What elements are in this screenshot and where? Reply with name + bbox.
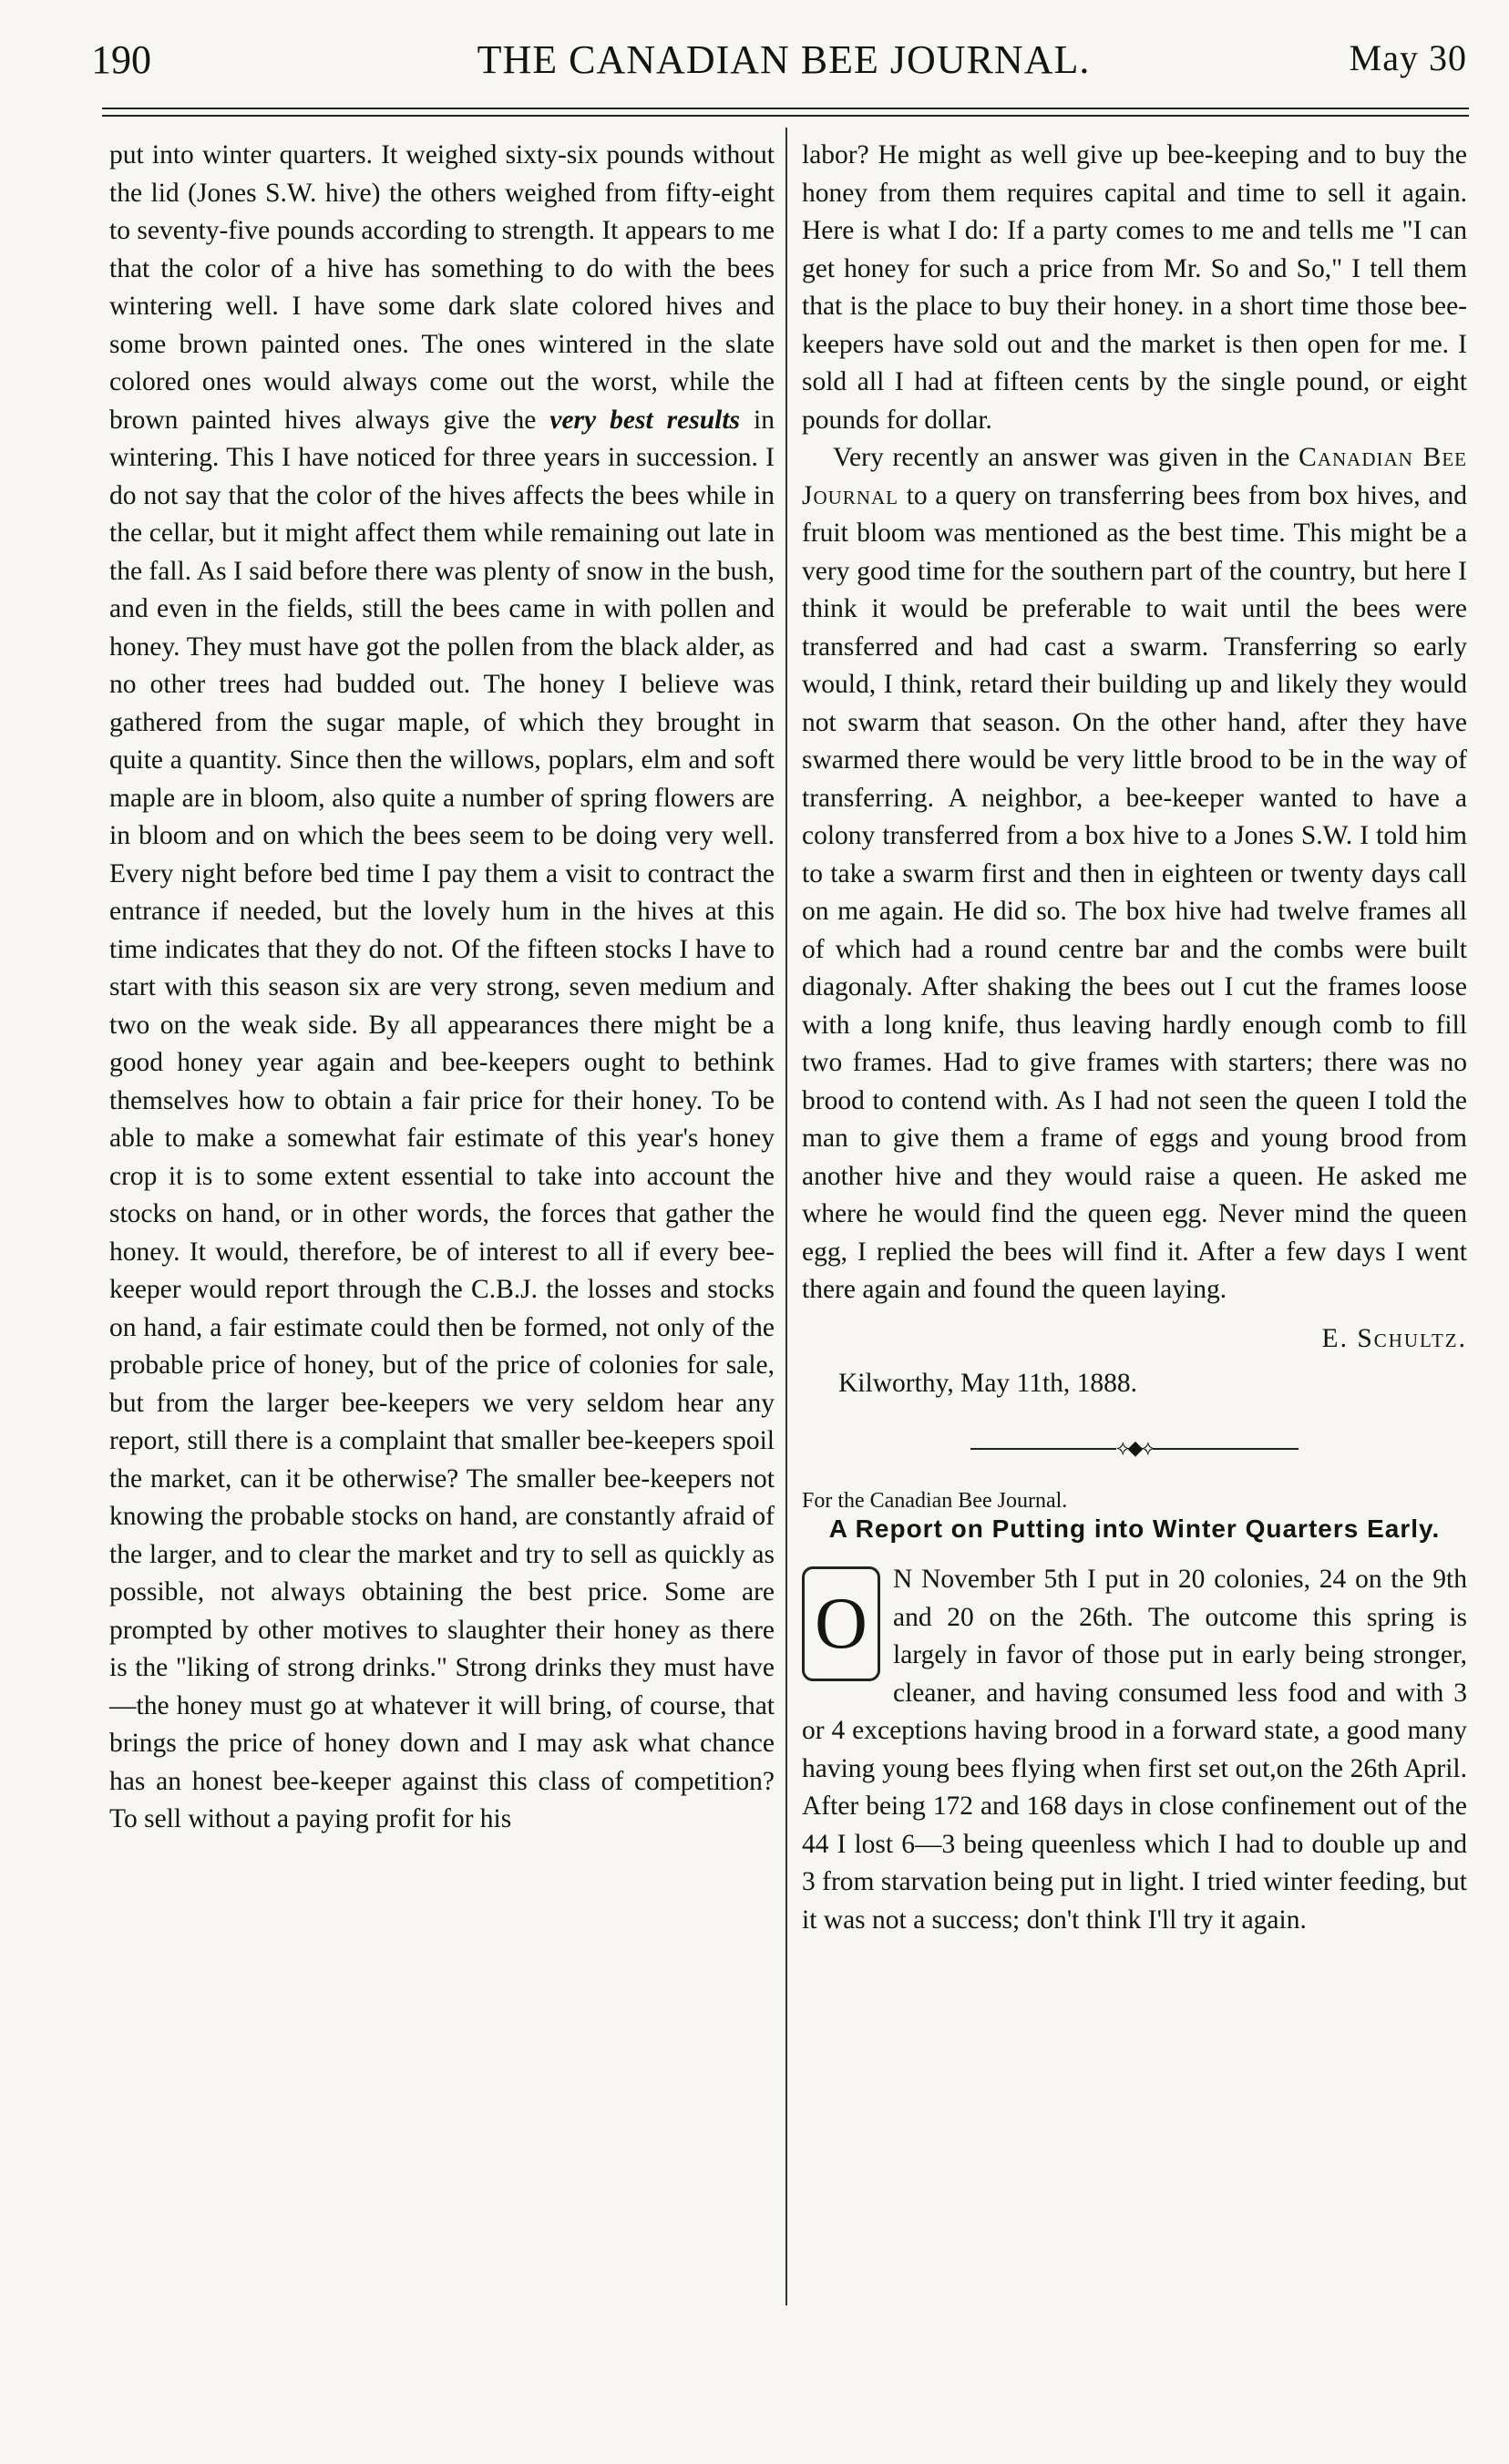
dropcap (802, 1566, 880, 1681)
article-heading: A Report on Putting into Winter Quarters Early. (828, 1514, 1441, 1543)
right-column (802, 137, 1467, 1939)
right-paragraph-2-text-b: to a query on transferring bees from box hives, and fruit bloom was mentioned as the best time. This might be a very good time for the southern part of the country, but here I think it would be preferable to wait until the bees were transferred and had cast a swarm. Transferring so early would, I think, retard their building up and likely they would not swarm that season. On the other hand, after they have swarmed there would be very little brood to be in the way of transferring. A neighbor, a bee-keeper wanted to have a colony transferred from a box hive to a Jones S.W. I told him to take a swarm first and then in eighteen or twenty days call on me again. He did so. The box hive had twelve frames all of which had a round centre bar and the combs were built diagonaly. After shaking the bees out I cut the frames loose with a long knife, thus leaving hardly enough comb to fill two frames. Had to give frames with starters; there was no brood to contend with. As I had not seen the queen I told the man to give them a frame of eggs and young brood from another hive and they would raise a queen. He asked me where he would find the queen egg. Never mind the queen egg, I replied the bees will find it. After a few days I went there again and found the queen laying. (802, 480, 1468, 1304)
emphasis-text: very best results (549, 405, 741, 435)
ornament-line-left (970, 1448, 1116, 1450)
journal-name-inline: Canadian Bee Journal (802, 443, 1467, 510)
place-date: Kilworthy, May 11th, 1888. (838, 1369, 1138, 1398)
journal-title: THE CANADIAN BEE JOURNAL. (477, 37, 1091, 82)
author-signature: E. Schultz. (1321, 1323, 1467, 1353)
dropcap-letter: O (815, 1584, 867, 1664)
page-header (91, 36, 1476, 91)
ornament-line-right (1153, 1448, 1299, 1450)
issue-date: May 30 (1349, 37, 1467, 78)
right-paragraph-1: labor? He might as well give up bee-keeping and to buy the honey from them requires capital and time to sell it again. Here is what I do: If a party comes to me and tells me "I can get honey for such a price from Mr. So and So," I tell them that is the place to buy their honey. in a short time those bee-keepers have sold out and the market is then open for me. I sold all I had at fifteen cents by the single pound, or eight pounds for dollar. (802, 140, 1467, 435)
right-paragraph-2-text-a: Very recently an answer was given in the (833, 443, 1290, 472)
right-paragraph-2 (802, 439, 1467, 1309)
right-paragraph-3: N November 5th I put in 20 colonies, 24 on the 9th and 20 on the 26th. The outcome this spring is largely in favor of those put in early being stronger, cleaner, and having consumed less food and with 3 or 4 exceptions having brood in a forward state, a good many having young bees flying when first set out,on the 26th April. After being 172 and 168 days in close confinement out of the 44 I lost 6—3 being queenless which I had to double up and 3 from starvation being put in light. I tried winter feeding, but it was not a success; don't think I'll try it again. (802, 1565, 1467, 1935)
page-number: 190 (91, 37, 151, 82)
header-rule-bottom (102, 115, 1469, 117)
left-paragraph-text-a: put into winter quarters. It weighed sixty-six pounds without the lid (Jones S.W. hive) the others weighed from fifty-eight to seventy-five pounds according to strength. It appears to me that the color of a hive has something to do with the bees wintering well. I have some dark slate colored hives and some brown painted ones. The ones wintered in the slate colored ones would always come out the worst, while the brown painted hives always give the (109, 140, 775, 435)
left-paragraph-text-b: in wintering. This I have noticed for three years in succession. I do not say that the color of the hives affects the bees while in the cellar, but it might affect them while remaining out late in the fall. As I said before there was plenty of snow in the bush, and even in the fields, still the bees came in with pollen and honey. They must have got the pollen from the black alder, as no other trees had budded out. The honey I believe was gathered from the sugar maple, of which they brought in quite a quantity. Since then the willows, poplars, elm and soft maple are in bloom, also quite a number of spring flowers are in bloom and on which the bees seem to be doing very well. Every night before bed time I pay them a visit to contract the entrance if needed, but the lovely hum in the hives at this time indicates that they do not. Of the fifteen stocks I have to start with this season six are very strong, seven medium and two on the weak side. By all appearances there might be a good honey year again and bee-keepers ought to bethink themselves how to obtain a fair price for their honey. To be able to make a somewhat fair estimate of this year's honey crop it is to some extent essential to take into account the stocks on hand, or in other words, the forces that gather the honey. It would, therefore, be of interest to all if every bee-keeper would report through the C.B.J. the losses and stocks on hand, a fair estimate could then be formed, not only of the probable price of honey, but of the price of colonies for sale, but from the larger bee-keepers we very seldom hear any report, still there is a complaint that smaller bee-keepers spoil the market, can it be otherwise? The smaller bee-keepers not knowing the probable stocks on hand, are constantly afraid of the larger, and to clear the market and try to sell as quickly as possible, not always obtaining the best price. Some are prompted by other motives to slaughter their honey as there is the "liking of strong drinks." Strong drinks they must have—the honey must go at whatever it will bring, of course, that brings the price of honey down and I may ask what chance has an honest bee-keeper against this class of competition? To sell without a paying profit for his (109, 405, 775, 1833)
left-paragraph (109, 137, 775, 1839)
ornament-glyph: ⟡◆⟡ (1115, 1435, 1153, 1459)
left-column (109, 137, 775, 1839)
header-rule-top (102, 108, 1469, 109)
section-ornament (802, 1429, 1467, 1467)
column-divider (785, 128, 787, 2305)
source-line: For the Canadian Bee Journal. (802, 1489, 1068, 1513)
